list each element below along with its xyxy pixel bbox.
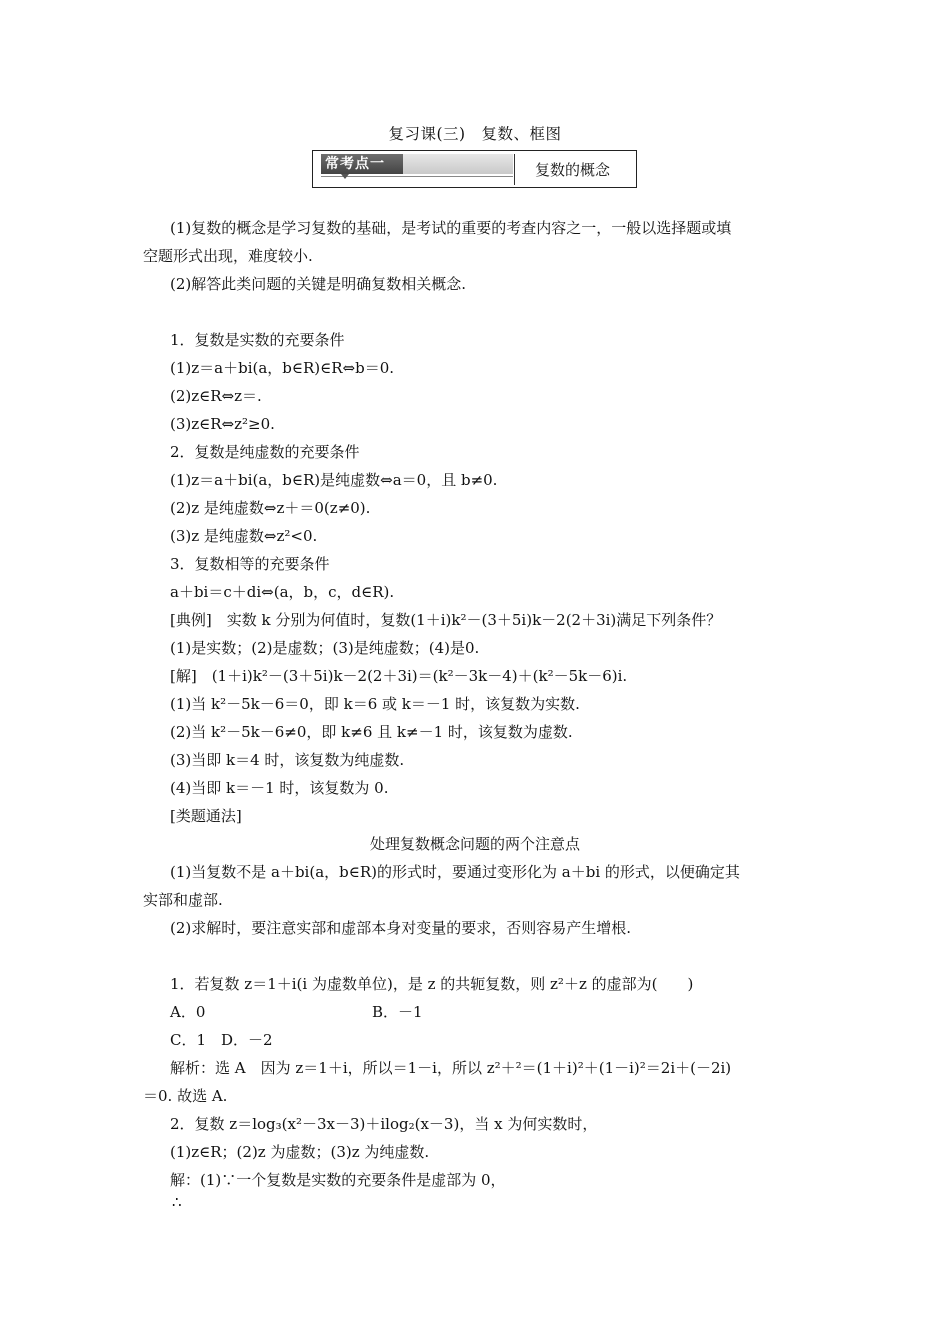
subheading: 处理复数概念问题的两个注意点 — [369, 835, 580, 853]
tag-label: 常考点一 — [321, 154, 403, 174]
text-line: B．－1 — [372, 1003, 423, 1021]
tag-topic: 复数的概念 — [535, 161, 611, 179]
text-line: (2)z 是纯虚数⇔z＋＝0(z≠0). — [170, 499, 371, 517]
text-line: [解] (1＋i)k²－(3＋5i)k－2(2＋3i)＝(k²－3k－4)＋(k²－5k－6)i. — [170, 667, 628, 685]
text-line: 3．复数相等的充要条件 — [170, 555, 330, 573]
text-line: (1)当复数不是 a＋bi(a，b∈R)的形式时，要通过变形化为 a＋bi 的形式，以便确定其 — [170, 863, 740, 881]
text-line: 解：(1)∵一个复数是实数的充要条件是虚部为 0， — [170, 1171, 506, 1189]
text-line: 空题形式出现，难度较小. — [143, 247, 313, 265]
text-line: (1)z∈R；(2)z 为虚数；(3)z 为纯虚数. — [170, 1143, 430, 1161]
text-line: (3)z∈R⇔z²≥0. — [170, 415, 275, 433]
tag-divider — [514, 154, 515, 185]
text-line: 实部和虚部. — [143, 891, 223, 909]
text-line: (1)是实数；(2)是虚数；(3)是纯虚数；(4)是0. — [170, 639, 480, 657]
text-line: (3)当即 k＝4 时，该复数为纯虚数. — [170, 751, 405, 769]
text-line: ＝0. 故选 A. — [143, 1087, 228, 1105]
text-line: A．0 — [170, 1003, 206, 1021]
text-line: 2．复数是纯虚数的充要条件 — [170, 443, 360, 461]
page-title: 复习课(三) 复数、框图 — [388, 125, 562, 143]
text-line: (2)当 k²－5k－6≠0，即 k≠6 且 k≠－1 时，该复数为虚数. — [170, 723, 573, 741]
text-line: (2)z∈R⇔z＝. — [170, 387, 262, 405]
text-line: 2．复数 z＝log₃(x²－3x－3)＋ilog₂(x－3)，当 x 为何实数时， — [170, 1115, 598, 1133]
section-tag — [312, 150, 637, 188]
text-line: a＋bi＝c＋di⇔(a，b，c，d∈R). — [170, 583, 395, 601]
text-line: [典例] 实数 k 分别为何值时，复数(1＋i)k²－(3＋5i)k－2(2＋3i)满足下列条件？ — [170, 611, 722, 629]
text-line: C．1 D．－2 — [170, 1031, 273, 1049]
text-line: (2)解答此类问题的关键是明确复数相关概念. — [170, 275, 467, 293]
text-line: (3)z 是纯虚数⇔z²<0. — [170, 527, 318, 545]
text-line: (1)复数的概念是学习复数的基础，是考试的重要的考查内容之一，一般以选择题或填 — [170, 219, 732, 237]
text-line: 1．若复数 z＝1＋i(i 为虚数单位)，是 z 的共轭复数，则 z²＋z 的虚部为( ) — [170, 975, 694, 993]
text-line: (4)当即 k＝－1 时，该复数为 0. — [170, 779, 389, 797]
text-line: [类题通法] — [170, 807, 242, 825]
text-line: (1)当 k²－5k－6＝0，即 k＝6 或 k＝－1 时，该复数为实数. — [170, 695, 580, 713]
text-line: (1)z＝a＋bi(a，b∈R)是纯虚数⇔a＝0，且 b≠0. — [170, 471, 498, 489]
text-line: 1．复数是实数的充要条件 — [170, 331, 345, 349]
text-line: (2)求解时，要注意实部和虚部本身对变量的要求，否则容易产生增根. — [170, 919, 632, 937]
tag-strip — [403, 154, 513, 174]
tag-notch-icon — [341, 174, 349, 179]
text-line: ∴ — [172, 1193, 182, 1211]
tag-underline — [321, 176, 513, 177]
text-line: 解析：选 A 因为 z＝1＋i，所以＝1－i，所以 z²＋²＝(1＋i)²＋(1－i)²＝2i＋(－2i) — [170, 1059, 732, 1077]
text-line: (1)z＝a＋bi(a，b∈R)∈R⇔b＝0. — [170, 359, 395, 377]
